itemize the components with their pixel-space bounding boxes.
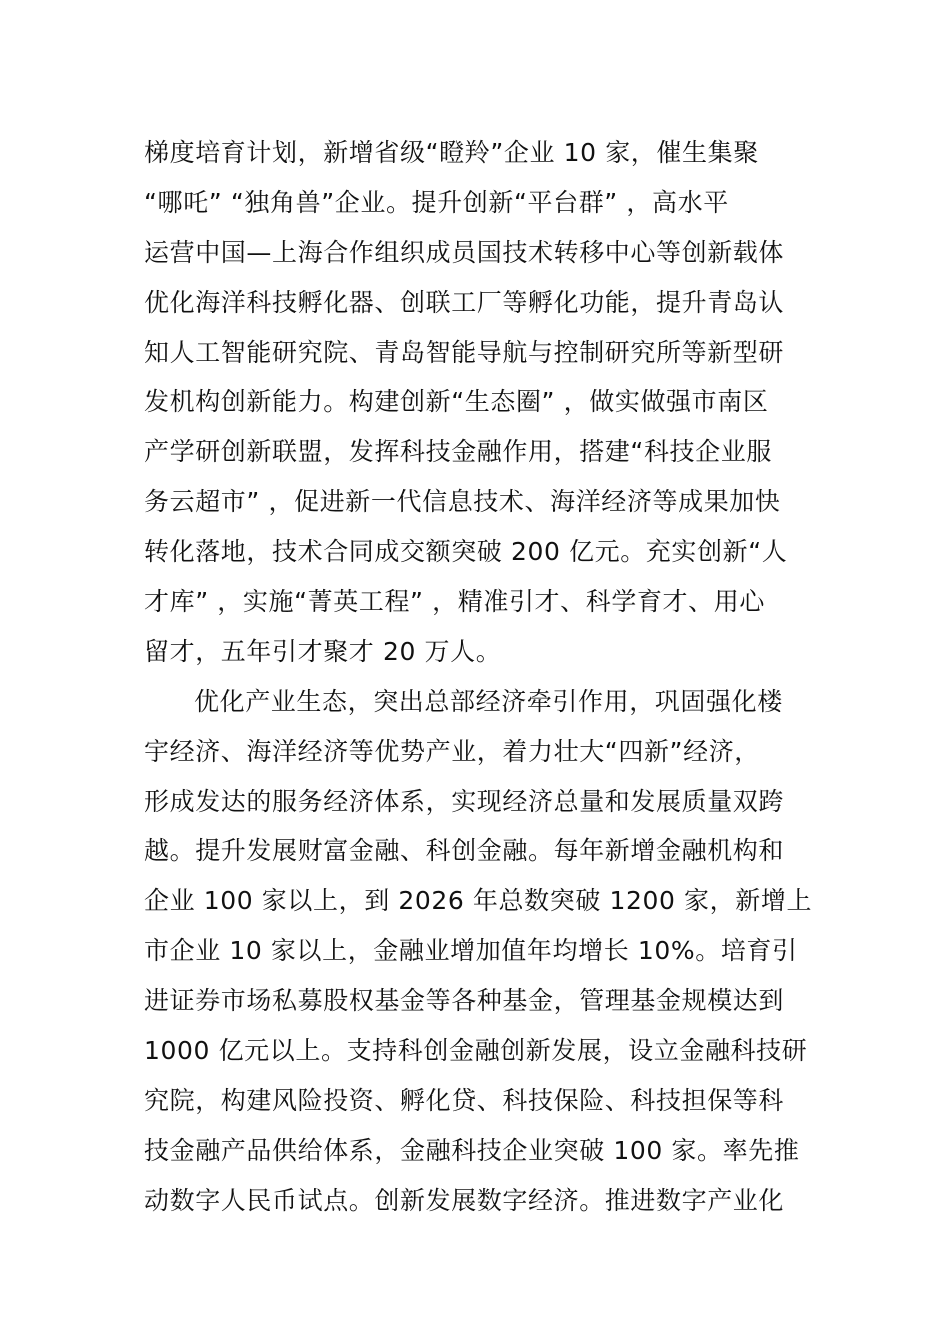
text-line: 越。提升发展财富金融、科创金融。每年新增金融机构和 (144, 836, 785, 866)
text-line: 优化海洋科技孵化器、创联工厂等孵化功能，提升青岛认 (144, 287, 785, 317)
text-line: 市企业 10 家以上，金融业增加值年均增长 10%。培育引 (144, 936, 798, 966)
text-line: 转化落地，技术合同成交额突破 200 亿元。充实创新“人 (144, 537, 788, 567)
text-line: 发机构创新能力。构建创新“生态圈” ，做实做强市南区 (144, 387, 769, 417)
text-line: 企业 100 家以上，到 2026 年总数突破 1200 家，新增上 (144, 886, 813, 916)
text-line: 留才，五年引才聚才 20 万人。 (144, 636, 502, 666)
text-line: 动数字人民币试点。创新发展数字经济。推进数字产业化 (144, 1185, 785, 1215)
text-line: 究院，构建风险投资、孵化贷、科技保险、科技担保等科 (144, 1085, 785, 1115)
text-line: 才库” ，实施“菁英工程” ，精准引才、科学育才、用心 (144, 587, 765, 617)
text-line: 知人工智能研究院、青岛智能导航与控制研究所等新型研 (144, 337, 785, 367)
text-line: 形成发达的服务经济体系，实现经济总量和发展质量双跨 (144, 786, 785, 816)
text-line: 1000 亿元以上。支持科创金融创新发展，设立金融科技研 (144, 1036, 808, 1066)
text-line: 务云超市” ，促进新一代信息技术、海洋经济等成果加快 (144, 487, 781, 517)
text-line: 进证券市场私募股权基金等各种基金，管理基金规模达到 (144, 986, 785, 1016)
text-line: 技金融产品供给体系，金融科技企业突破 100 家。率先推 (144, 1135, 800, 1165)
text-line: 梯度培育计划，新增省级“瞪羚”企业 10 家，催生集聚 (144, 138, 759, 167)
text-line: 宇经济、海洋经济等优势产业，着力壮大“四新”经济， (144, 736, 760, 766)
paragraph-start-line: 优化产业生态，突出总部经济牵引作用，巩固强化楼 (194, 686, 783, 716)
text-line: 运营中国—上海合作组织成员国技术转移中心等创新载体 (144, 237, 785, 267)
text-line: 产学研创新联盟，发挥科技金融作用，搭建“科技企业服 (144, 437, 772, 467)
document-body (144, 128, 814, 1226)
text-line: “哪吒” “独角兽”企业。提升创新“平台群” ，高水平 (144, 187, 729, 217)
